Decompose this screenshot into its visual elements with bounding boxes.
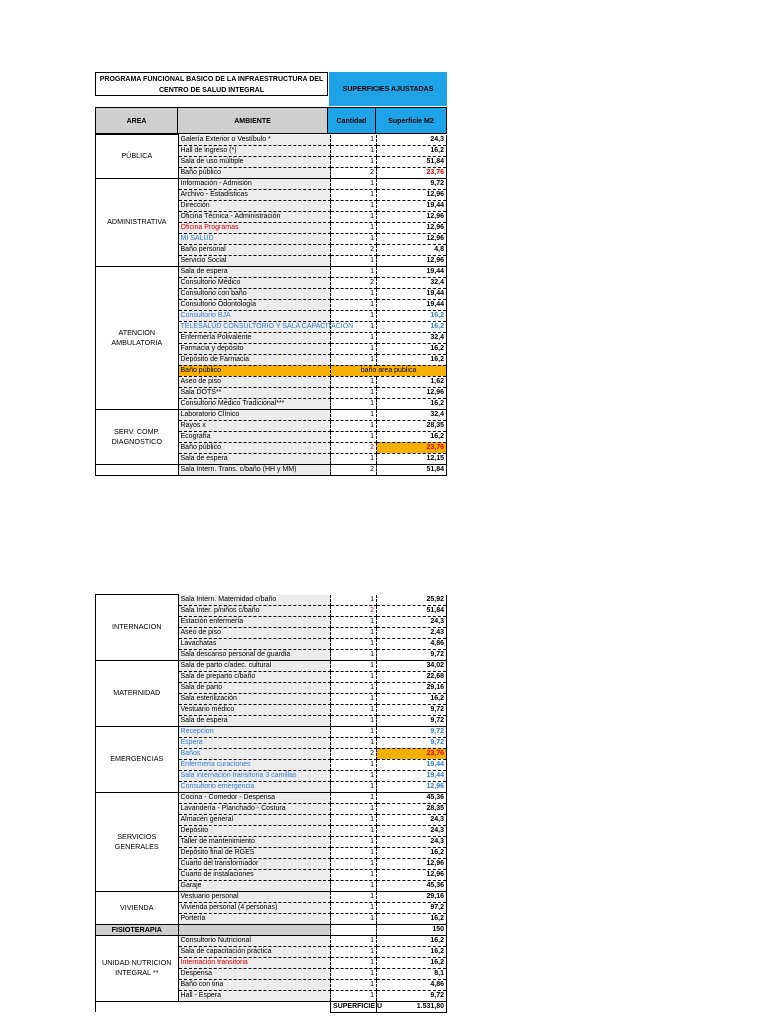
superficie-cell: 9,72 [376, 649, 446, 660]
ambiente-cell: Consultorio Odontología [178, 299, 331, 310]
cantidad-cell: 1 [331, 781, 377, 792]
ambiente-cell: Sala de uso múltiple [178, 156, 331, 167]
superficie-cell: 28,35 [376, 420, 446, 431]
superficie-cell: 24,3 [376, 836, 446, 847]
cantidad-cell: 1 [331, 200, 377, 211]
superficie-cell: 16,2 [376, 946, 446, 957]
cantidad-cell: 1 [331, 726, 377, 737]
ambiente-cell: TELESALUD CONSULTORIO Y SALA CAPACITACION [178, 321, 331, 332]
ambiente-cell: Sala DOTS** [178, 387, 331, 398]
ambiente-cell: Consultorio con baño [178, 288, 331, 299]
cantidad-cell: 1 [331, 682, 377, 693]
superficie-cell: 22,68 [376, 671, 446, 682]
ambiente-cell: Sala de espera [178, 453, 331, 464]
superficie-cell: 9,72 [376, 726, 446, 737]
superficie-cell: 12,96 [376, 189, 446, 200]
superficie-cell: 16,2 [376, 321, 446, 332]
superficie-cell: 29,16 [376, 682, 446, 693]
area-cell: MATERNIDAD [96, 660, 179, 726]
ambiente-cell: Consultorio Médico [178, 277, 331, 288]
ambiente-cell: Baño público [178, 365, 331, 376]
table-row [96, 409, 447, 420]
superficie-cell: 24,3 [376, 825, 446, 836]
cantidad-cell: 1 [331, 902, 377, 913]
table-row [96, 464, 447, 475]
superficie-cell: 19,44 [376, 200, 446, 211]
ambiente-cell: Rayos x [178, 420, 331, 431]
superficie-cell: 9,72 [376, 990, 446, 1001]
cantidad-cell: 1 [331, 803, 377, 814]
ambiente-cell: Sala Intern. Maternidad c/baño [178, 595, 331, 606]
ambiente-cell: Archivo - Estadísticas [178, 189, 331, 200]
cantidad-cell: 1 [331, 211, 377, 222]
area-cell: ADMINISTRATIVA [96, 178, 179, 266]
superficie-cell: 16,2 [376, 398, 446, 409]
cantidad-cell: 1 [331, 968, 377, 979]
superficie-cell: 16,2 [376, 431, 446, 442]
ambiente-cell: Sala de parto [178, 682, 331, 693]
program-table-1 [95, 134, 447, 476]
ambiente-cell: Depósito de Farmacia [178, 354, 331, 365]
area-cell: SERV. COMP. DIAGNOSTICO [96, 409, 179, 464]
ambiente-cell [178, 924, 331, 935]
ambiente-cell: Lavachatas [178, 638, 331, 649]
cantidad-cell: 1 [331, 189, 377, 200]
table-row [96, 891, 447, 902]
cantidad-cell: 1 [331, 321, 377, 332]
ambiente-cell: Espera [178, 737, 331, 748]
superficie-cell: 19,44 [376, 288, 446, 299]
cantidad-cell: 1 [331, 332, 377, 343]
superficie-cell: 19,44 [376, 759, 446, 770]
cantidad-cell: 1 [331, 354, 377, 365]
ambiente-cell: Laboratorio Clínico [178, 409, 331, 420]
area-cell: SERVICIOS GENERALES [96, 792, 179, 891]
table-row [96, 935, 447, 946]
ambiente-cell: Depósito [178, 825, 331, 836]
ambiente-cell: Estación enfermería [178, 616, 331, 627]
ambiente-cell: Sala Inter. p/niños c/baño [178, 605, 331, 616]
superficie-cell: 19,44 [376, 770, 446, 781]
cantidad-cell: 1 [331, 627, 377, 638]
ambiente-cell: Oficina Técnica - Administración [178, 211, 331, 222]
superficie-cell: 16,2 [376, 957, 446, 968]
cantidad-cell: 2 [331, 442, 377, 453]
superficie-cell: 12,96 [376, 233, 446, 244]
ambiente-cell: Vestuario médico [178, 704, 331, 715]
cantidad-cell: 1 [331, 913, 377, 924]
ambiente-cell: Consultorio Médico Tradicional*** [178, 398, 331, 409]
superficie-cell: 51,84 [376, 464, 446, 475]
cantidad-cell: 1 [331, 759, 377, 770]
superficie-cell: 1,62 [376, 376, 446, 387]
ambiente-cell: Vivienda personal (4 personas) [178, 902, 331, 913]
cantidad-cell: 1 [331, 398, 377, 409]
cantidad-cell: 2 [331, 464, 377, 475]
ambiente-cell: Hall - Espera [178, 990, 331, 1001]
superficie-cell: 19,44 [376, 266, 446, 277]
cantidad-cell: 1 [331, 233, 377, 244]
area-cell: INTERNACION [96, 595, 179, 661]
program-table-2 [95, 594, 447, 1013]
cantidad-cell: 1 [331, 453, 377, 464]
cantidad-cell: 1 [331, 979, 377, 990]
ambiente-cell: Internación transitoria [178, 957, 331, 968]
cantidad-cell: 1 [331, 178, 377, 189]
col-ambiente-header: AMBIENTE [178, 107, 328, 134]
superficie-cell: 12,96 [376, 222, 446, 233]
cantidad-cell: 1 [331, 616, 377, 627]
table-page-1 [95, 134, 447, 476]
cantidad-cell: 1 [331, 409, 377, 420]
superficie-cell: 150 [376, 924, 446, 935]
cantidad-cell: 1 [331, 792, 377, 803]
ambiente-cell: Consultorio emergencia [178, 781, 331, 792]
superficie-cell: 12,96 [376, 869, 446, 880]
cantidad-cell: 1 [331, 387, 377, 398]
table-row [96, 924, 447, 935]
cantidad-cell [331, 924, 377, 935]
col-cantidad-header: Cantidad [328, 107, 376, 134]
cantidad-cell: 1 [331, 693, 377, 704]
superficie-cell: 12,96 [376, 858, 446, 869]
superficie-cell: 51,84 [376, 605, 446, 616]
cantidad-cell: 1 [331, 135, 377, 146]
ambiente-cell: Galería Exterior o Vestíbulo * [178, 135, 331, 146]
ambiente-cell: Oficina Programas [178, 222, 331, 233]
cantidad-cell: 2 [331, 605, 377, 616]
cantidad-cell: 1 [331, 704, 377, 715]
table-row [96, 135, 447, 146]
cantidad-cell: 1 [331, 814, 377, 825]
superficie-cell: 16,2 [376, 935, 446, 946]
ambiente-cell: Sala de capacitación práctica [178, 946, 331, 957]
cantidad-cell: 1 [331, 671, 377, 682]
area-cell [96, 464, 179, 475]
ambiente-cell: Dirección [178, 200, 331, 211]
cantidad-cell: 1 [331, 638, 377, 649]
cantidad-cell: 1 [331, 737, 377, 748]
superficie-cell: 2,43 [376, 627, 446, 638]
table-row [96, 595, 447, 606]
ambiente-cell: Consultorio BJA [178, 310, 331, 321]
superficie-cell: 12,96 [376, 211, 446, 222]
ambiente-cell: Sala Intern. Trans. c/baño (HH y MM) [178, 464, 331, 475]
superficie-cell: 23,76 [376, 748, 446, 759]
superficie-cell: 51,84 [376, 156, 446, 167]
superficie-cell: 9,72 [376, 737, 446, 748]
ambiente-cell: Sala de preparto c/baño [178, 671, 331, 682]
cantidad-cell: 1 [331, 156, 377, 167]
empty-cell [178, 1001, 331, 1012]
cantidad-cell: 1 [331, 376, 377, 387]
superficie-cell: 16,2 [376, 847, 446, 858]
superficie-cell: 25,92 [376, 595, 446, 606]
superficie-cell: 97,2 [376, 902, 446, 913]
superficie-cell: 8,1 [376, 968, 446, 979]
table-row [96, 178, 447, 189]
cantidad-cell: 1 [331, 255, 377, 266]
cantidad-cell: 1 [331, 935, 377, 946]
cantidad-cell: 1 [331, 869, 377, 880]
col-superficie-header: Superficie M2 [376, 107, 447, 134]
table-row [96, 792, 447, 803]
ambiente-cell: Servicio Social [178, 255, 331, 266]
superficie-cell: 9,72 [376, 178, 446, 189]
ambiente-cell: Ecografía [178, 431, 331, 442]
area-cell: ATENCION AMBULATORIA [96, 266, 179, 409]
superficie-cell: 24,3 [376, 135, 446, 146]
cantidad-cell: 1 [331, 836, 377, 847]
ambiente-cell: Cuarto del transformador [178, 858, 331, 869]
table-page-2 [95, 594, 447, 1013]
superficie-cell: 19,44 [376, 299, 446, 310]
ambiente-cell: Sala internacion transitoria 3 camillas [178, 770, 331, 781]
cantidad-cell: 1 [331, 310, 377, 321]
area-cell: FISIOTERAPIA [96, 924, 179, 935]
superficie-cell: 16,2 [376, 693, 446, 704]
ambiente-cell: Recepcion [178, 726, 331, 737]
area-cell: VIVIENDA [96, 891, 179, 924]
cantidad-cell: 1 [331, 299, 377, 310]
ambiente-cell: Sala descanso personal de guardia [178, 649, 331, 660]
superficie-cell: 9,72 [376, 704, 446, 715]
ambiente-cell: Depósito final de RGES [178, 847, 331, 858]
superficie-cell: 16,2 [376, 354, 446, 365]
cantidad-cell: 1 [331, 825, 377, 836]
superficie-cell: 4,86 [376, 638, 446, 649]
ambiente-cell: Aseo de piso [178, 376, 331, 387]
superficie-cell: 24,3 [376, 616, 446, 627]
area-cell: UNIDAD NUTRICION INTEGRAL ** [96, 935, 179, 1001]
cantidad-cell: 2 [331, 277, 377, 288]
empty-cell [96, 1001, 179, 1012]
cantidad-cell: 1 [331, 990, 377, 1001]
ambiente-cell: Almacén general [178, 814, 331, 825]
superficie-cell: 16,2 [376, 310, 446, 321]
ambiente-cell: Sala de parto c/adec. cultural [178, 660, 331, 671]
cantidad-cell: 1 [331, 957, 377, 968]
ambiente-cell: Sala de espera [178, 266, 331, 277]
ambiente-cell: Consultorio Nutricional [178, 935, 331, 946]
superficie-cell: 23,76 [376, 167, 446, 178]
superficie-cell: 9,72 [376, 715, 446, 726]
ambiente-cell: Portería [178, 913, 331, 924]
superficie-cell: 32,4 [376, 277, 446, 288]
superficie-cell: 45,36 [376, 880, 446, 891]
superficie-cell: 32,4 [376, 409, 446, 420]
ambiente-cell: Farmacia y depósito [178, 343, 331, 354]
cantidad-cell: 1 [331, 222, 377, 233]
ambiente-cell: Garaje [178, 880, 331, 891]
superficie-cell: 12,96 [376, 387, 446, 398]
cantidad-cell: 2 [331, 748, 377, 759]
cantidad-cell: 1 [331, 770, 377, 781]
total-value: 1.531,80 [376, 1001, 446, 1012]
cantidad-cell: 1 [331, 946, 377, 957]
ambiente-cell: Aseo de piso [178, 627, 331, 638]
ambiente-cell: Lavandería - Planchado - Costura [178, 803, 331, 814]
cantidad-cell: 1 [331, 145, 377, 156]
cantidad-cell: 1 [331, 847, 377, 858]
cantidad-cell: 1 [331, 715, 377, 726]
cantidad-cell: 1 [331, 288, 377, 299]
cantidad-cell: 1 [331, 891, 377, 902]
superficie-cell: 32,4 [376, 332, 446, 343]
superficie-cell: 16,2 [376, 343, 446, 354]
cantidad-cell: 1 [331, 431, 377, 442]
ambiente-cell: Sala esterilización [178, 693, 331, 704]
ambiente-cell: MI SALUD [178, 233, 331, 244]
superficie-cell: 4,8 [376, 244, 446, 255]
table-title: PROGRAMA FUNCIONAL BASICO DE LA INFRAESTRUCTURA DEL CENTRO DE SALUD INTEGRAL [95, 72, 328, 96]
ambiente-cell: Vestuario personal [178, 891, 331, 902]
superficie-cell: 16,2 [376, 145, 446, 156]
ambiente-cell: Enfermería Polivalente [178, 332, 331, 343]
cantidad-cell: 1 [331, 649, 377, 660]
cantidad-cell: 1 [331, 343, 377, 354]
superficie-cell: 12,15 [376, 453, 446, 464]
col-area-header: AREA [95, 107, 178, 134]
cantidad-cell: 2 [331, 244, 377, 255]
cantidad-cell: 2 [331, 167, 377, 178]
cantidad-cell: 1 [331, 660, 377, 671]
cantidad-cell: 1 [331, 420, 377, 431]
table-row [96, 726, 447, 737]
ambiente-cell: Baño con tina [178, 979, 331, 990]
total-row [96, 1001, 447, 1012]
ambiente-cell: Información - Admisión [178, 178, 331, 189]
ambiente-cell: Taller de mantenimiento [178, 836, 331, 847]
ambiente-cell: Cocina - Comedor - Despensa [178, 792, 331, 803]
ambiente-cell: Hall de ingreso (*) [178, 145, 331, 156]
superficie-cell: 23,76 [376, 442, 446, 453]
superficie-cell: 45,36 [376, 792, 446, 803]
cantidad-cell: 1 [331, 266, 377, 277]
superficie-cell: 29,16 [376, 891, 446, 902]
ambiente-cell: Baños [178, 748, 331, 759]
ambiente-cell: Baño público [178, 442, 331, 453]
ambiente-cell: Cuarto de instalaciones [178, 869, 331, 880]
ambiente-cell: Baño público [178, 167, 331, 178]
cantidad-cell: 1 [331, 858, 377, 869]
merged-note-cell: baño area publica [331, 365, 447, 376]
table-row [96, 660, 447, 671]
ambiente-cell: Despensa [178, 968, 331, 979]
ambiente-cell: Enfermeria curaciones [178, 759, 331, 770]
ambiente-cell: Baño personal [178, 244, 331, 255]
superficie-cell: 16,2 [376, 913, 446, 924]
area-cell: PÚBLICA [96, 135, 179, 179]
superficie-cell: 12,96 [376, 255, 446, 266]
ambiente-cell: Sala de espera [178, 715, 331, 726]
superficie-cell: 34,02 [376, 660, 446, 671]
superficie-cell: 28,35 [376, 803, 446, 814]
superficie-cell: 24,3 [376, 814, 446, 825]
total-label: SUPERFICIE Ú [331, 1001, 377, 1012]
cantidad-cell: 1 [331, 880, 377, 891]
superficie-cell: 4,86 [376, 979, 446, 990]
table-row [96, 266, 447, 277]
superficie-cell: 12,96 [376, 781, 446, 792]
superficies-header: SUPERFICIES AJUSTADAS [329, 72, 447, 106]
cantidad-cell: 1 [331, 595, 377, 606]
area-cell: EMERGENCIAS [96, 726, 179, 792]
column-header-row [95, 107, 447, 134]
